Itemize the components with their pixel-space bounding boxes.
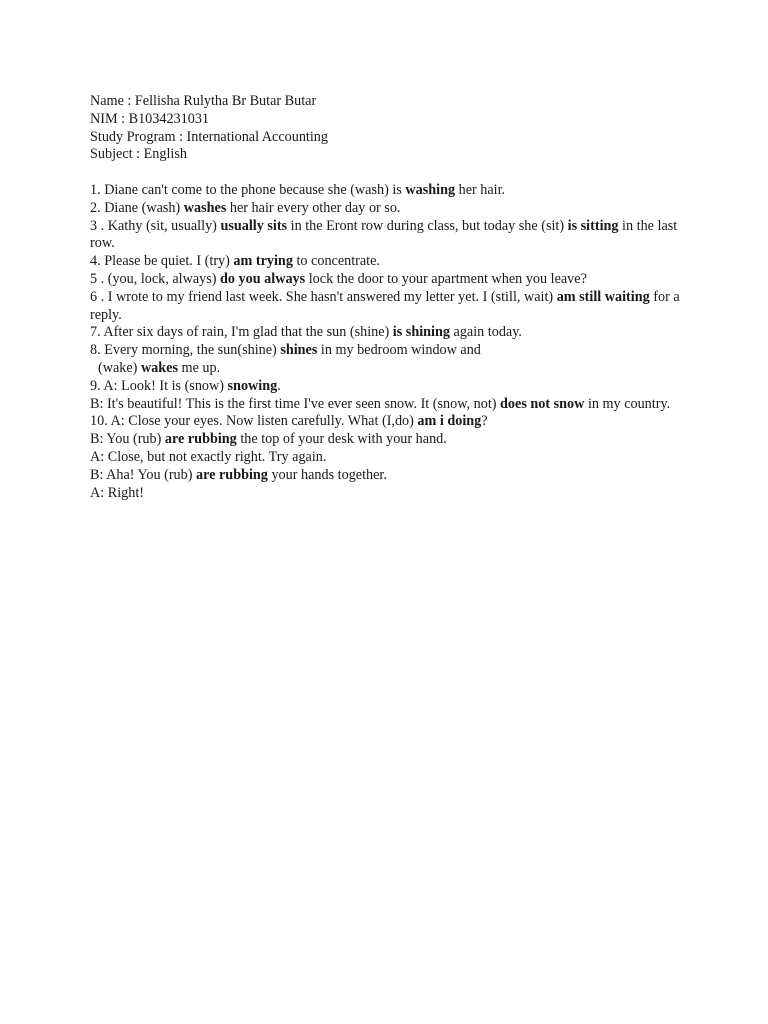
answer-10-line-5: A: Right! bbox=[90, 484, 144, 501]
subject: Subject : English bbox=[90, 146, 187, 163]
student-nim: NIM : B1034231031 bbox=[90, 110, 210, 127]
answer-5: 5 . (you, lock, always) do you always lock the door to your apartment when you leave? bbox=[90, 270, 587, 287]
answer-2: 2. Diane (wash) washes her hair every other day or so. bbox=[90, 199, 401, 216]
answer-10-line-3: A: Close, but not exactly right. Try again. bbox=[90, 448, 327, 465]
answer-10-line-4: B: Aha! You (rub) are rubbing your hands together. bbox=[90, 466, 387, 483]
answer-9-line-1: 9. A: Look! It is (snow) snowing. bbox=[90, 377, 281, 394]
answer-8-line-1: 8. Every morning, the sun(shine) shines in my bedroom window and bbox=[90, 342, 481, 359]
answer-6: 6 . I wrote to my friend last week. She hasn't answered my letter yet. I (still, wait) am still waiting for a reply. bbox=[90, 288, 680, 323]
student-info bbox=[90, 93, 680, 164]
answer-4: 4. Please be quiet. I (try) am trying to concentrate. bbox=[90, 253, 380, 270]
answers-list bbox=[90, 182, 680, 502]
document-page bbox=[90, 93, 680, 502]
answer-3: 3 . Kathy (sit, usually) usually sits in the Eront row during class, but today she (sit) is sitting in the last row. bbox=[90, 217, 678, 252]
answer-8-line-2: (wake) wakes me up. bbox=[98, 359, 221, 376]
answer-7: 7. After six days of rain, I'm glad that the sun (shine) is shining again today. bbox=[90, 324, 522, 341]
student-name: Name : Fellisha Rulytha Br Butar Butar bbox=[90, 93, 317, 109]
study-program: Study Program : International Accounting bbox=[90, 128, 328, 145]
answer-10-line-1: 10. A: Close your eyes. Now listen carefully. What (I,do) am i doing? bbox=[90, 413, 488, 430]
answer-9-line-2: B: It's beautiful! This is the first time I've ever seen snow. It (snow, not) does not snow in my country. bbox=[90, 395, 671, 412]
answer-10-line-2: B: You (rub) are rubbing the top of your desk with your hand. bbox=[90, 431, 447, 448]
answer-1: 1. Diane can't come to the phone because she (wash) is washing her hair. bbox=[90, 181, 506, 198]
